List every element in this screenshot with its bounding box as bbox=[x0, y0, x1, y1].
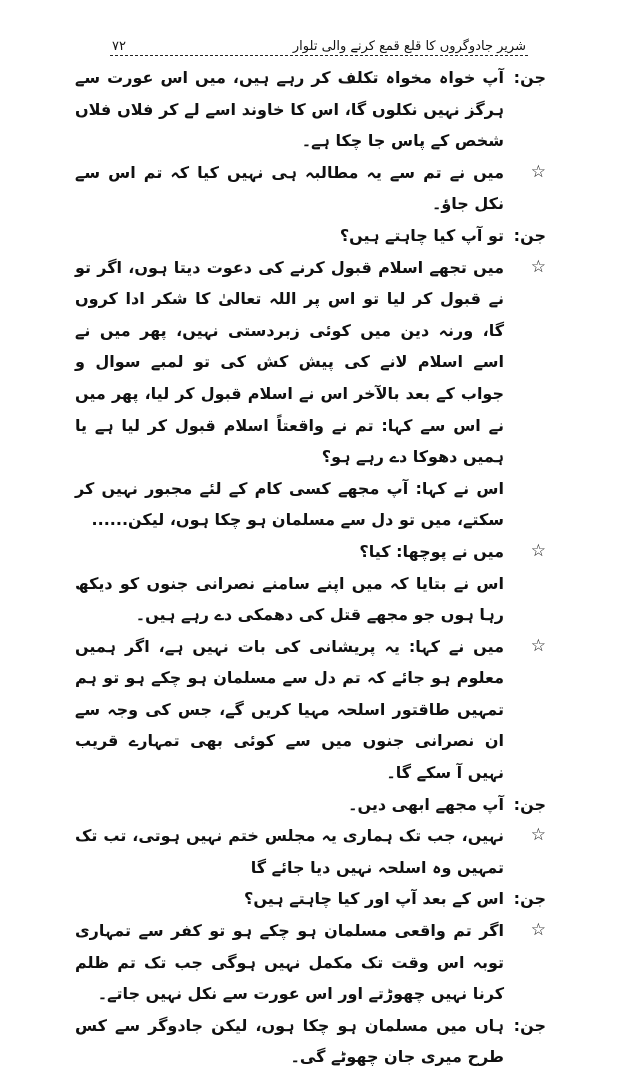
dialogue-paragraph bbox=[75, 568, 546, 631]
paragraph-text: آپ خواہ مخواہ تکلف کر رہے ہیں، میں اس عورت سے ہرگز نہیں نکلوں گا، اس کا خاوند اسے لے کر فلاں فلاں شخص کے پاس جا چکا ہے۔ bbox=[75, 68, 504, 151]
paragraph-text: میں تجھے اسلام قبول کرنے کی دعوت دیتا ہوں، اگر تو نے قبول کر لیا تو اس پر اللہ تعالیٰ کا شکر ادا کروں گا، ورنہ دین میں کوئی زبردستی نہیں، پھر میں نے اسے اسلام لانے کی پیش کش کی تو لمبے سوال و جواب کے بعد بالآخر اس نے اسلام قبول کر لیا، پھر میں نے اس سے کہا: تم نے واقعتاً اسلام قبول کر لیا ہے یا ہمیں دھوکا دے رہے ہو؟ bbox=[75, 257, 505, 467]
paragraph-text: ہاں میں مسلمان ہو چکا ہوں، لیکن جادوگر سے کس طرح میری جان چھوٹے گی۔ bbox=[75, 1015, 504, 1067]
dialogue-paragraph bbox=[75, 252, 546, 473]
star-icon: ☆ bbox=[530, 256, 546, 277]
paragraph-text: نہیں، جب تک ہماری یہ مجلس ختم نہیں ہوتی، تب تک تمہیں وہ اسلحہ نہیں دیا جائے گا bbox=[75, 826, 504, 877]
dialogue-paragraph bbox=[75, 631, 546, 789]
paragraph-text: اس کے بعد آپ اور کیا چاہتے ہیں؟ bbox=[244, 889, 504, 909]
header-divider bbox=[110, 55, 528, 56]
paragraph-text: آپ مجھے ابھی دیں۔ bbox=[348, 794, 504, 814]
dialogue-paragraph bbox=[75, 883, 546, 915]
paragraph-text: میں نے تم سے یہ مطالبہ ہی نہیں کیا کہ تم اس سے نکل جاؤ۔ bbox=[75, 162, 504, 214]
dialogue-paragraph bbox=[75, 220, 546, 252]
speaker-label-jinn: جن: bbox=[513, 68, 546, 87]
paragraph-text: تو آپ کیا چاہتے ہیں؟ bbox=[339, 225, 504, 245]
paragraph-text: میں نے پوچھا: کیا؟ bbox=[359, 541, 504, 561]
dialogue-paragraph bbox=[75, 62, 546, 157]
dialogue-paragraph bbox=[75, 157, 546, 220]
running-header bbox=[112, 30, 526, 54]
paragraph-text: اس نے کہا: آپ مجھے کسی کام کے لئے مجبور نہیں کر سکتے، میں تو دل سے مسلمان ہو چکا ہوں، لیکن...... bbox=[75, 478, 504, 530]
star-icon: ☆ bbox=[530, 540, 546, 561]
page-number: ۷۲ bbox=[112, 39, 126, 54]
dialogue-paragraph bbox=[75, 1010, 546, 1073]
star-icon: ☆ bbox=[530, 161, 546, 182]
paragraph-text: اس نے بتایا کہ میں اپنے سامنے نصرانی جنوں کو دیکھ رہا ہوں جو مجھے قتل کی دھمکی دے رہے ہیں۔ bbox=[75, 573, 504, 625]
star-icon: ☆ bbox=[530, 825, 546, 846]
paragraph-text: میں نے کہا: یہ پریشانی کی بات نہیں ہے، اگر ہمیں معلوم ہو جائے کہ تم دل سے مسلمان ہو چکے ہو تو ہم تمہیں طاقتور اسلحہ مہیا کریں گے، جس کی وجہ سے ان نصرانی جنوں میں سے کوئی بھی تمہارے قریب نہیں آ سکے گا۔ bbox=[75, 636, 504, 783]
dialogue-paragraph bbox=[75, 820, 546, 883]
speaker-label-jinn: جن: bbox=[513, 794, 546, 814]
dialogue-paragraph bbox=[75, 915, 546, 1010]
star-icon: ☆ bbox=[530, 635, 546, 656]
star-icon: ☆ bbox=[530, 920, 546, 941]
dialogue-paragraph bbox=[75, 473, 546, 536]
dialogue-paragraph bbox=[75, 536, 546, 568]
speaker-label-jinn: جن: bbox=[513, 889, 546, 909]
book-title: شریر جادوگروں کا قلع قمع کرنے والی تلوار bbox=[292, 39, 526, 54]
speaker-label-jinn: جن: bbox=[513, 225, 546, 245]
paragraph-text: اگر تم واقعی مسلمان ہو چکے ہو تو کفر سے تمہاری توبہ اس وقت تک مکمل نہیں ہوگی جب تک تم ظلم کرنا نہیں چھوڑتے اور اس عورت سے نکل نہیں جاتے۔ bbox=[75, 921, 504, 1004]
speaker-label-jinn: جن: bbox=[513, 1015, 546, 1035]
dialogue-paragraph bbox=[75, 789, 546, 821]
dialogue-body bbox=[75, 62, 546, 1073]
